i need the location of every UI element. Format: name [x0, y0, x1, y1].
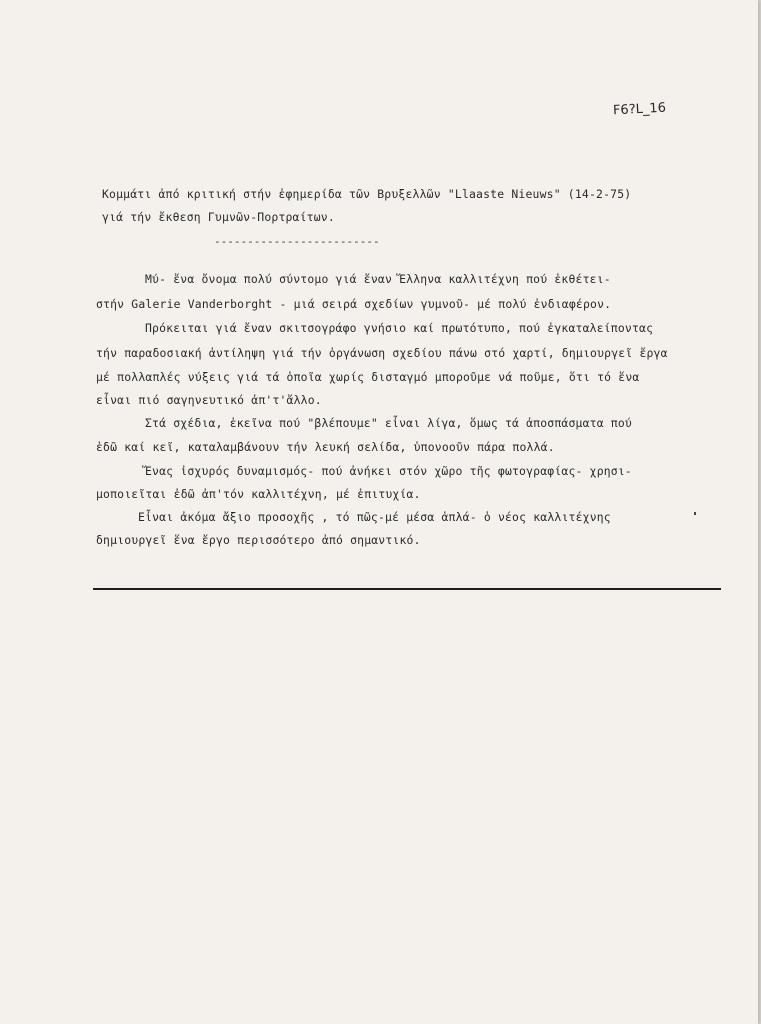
stray-mark	[694, 512, 696, 515]
handwritten-reference-number: F6?L_16	[612, 100, 667, 119]
body-line: Ἕνας ἰσχυρός δυναμισμός- πού ἀνήκει στόν χῶρο τῆς φωτογραφίας- χρησι-	[145, 464, 632, 478]
body-line: Εἶναι ἀκόμα ἄξιο προσοχῆς , τό πῶς-μέ μέσα ἁπλά- ὁ νέος καλλιτέχνης	[138, 510, 611, 524]
body-line: Μύ- ἔνα ὄνομα πολύ σύντομο γιά ἔναν Ἕλληνα καλλιτέχνη πού ἐκθέτει-	[145, 272, 611, 286]
body-line: εἶναι πιό σαγηνευτικό ἀπ'τ'ἄλλο.	[96, 393, 322, 407]
body-line: Στά σχέδια, ἐκεῖνα πού "βλέπουμε" εἶναι λίγα, ὅμως τά ἀποσπάσματα πού	[145, 416, 632, 430]
body-line: ἐδῶ καί κεῖ, καταλαμβάνουν τήν λευκή σελίδα, ὑπονοοῦν πάρα πολλά.	[96, 440, 555, 454]
body-line: δημιουργεῖ ἕνα ἔργο περισσότερο ἀπό σημαντικό.	[96, 533, 421, 547]
body-line: Πρόκειται γιά ἔναν σκιτσογράφο γνήσιο καί πρωτότυπο, πού ἐγκαταλείποντας	[145, 321, 654, 335]
body-line: μοποιεῖται ἐδῶ ἀπ'τόν καλλιτέχνη, μέ ἐπιτυχία.	[96, 487, 421, 501]
header-line: γιά τήν ἔκθεση Γυμνῶν-Πορτραίτων.	[102, 210, 335, 224]
bottom-rule	[93, 588, 721, 590]
body-line: τήν παραδοσιακή ἀντίληψη γιά τήν ὀργάνωση σχεδίου πάνω στό χαρτί, δημιουργεῖ ἔργα	[96, 346, 668, 360]
dashed-separator: -------------------------	[214, 235, 380, 248]
body-line: στήν Galerie Vanderborght - μιά σειρά σχεδίων γυμνοῦ- μέ πολύ ἐνδιαφέρον.	[96, 297, 612, 311]
header-line: Κομμάτι ἀπό κριτική στήν ἐφημερίδα τῶν Βρυξελλῶν "Llaaste Nieuws" (14-2-75)	[102, 187, 632, 201]
body-line: μέ πολλαπλές νύξεις γιά τά ὁποῖα χωρίς δισταγμό μποροῦμε νά ποῦμε, ὅτι τό ἕνα	[96, 370, 640, 384]
